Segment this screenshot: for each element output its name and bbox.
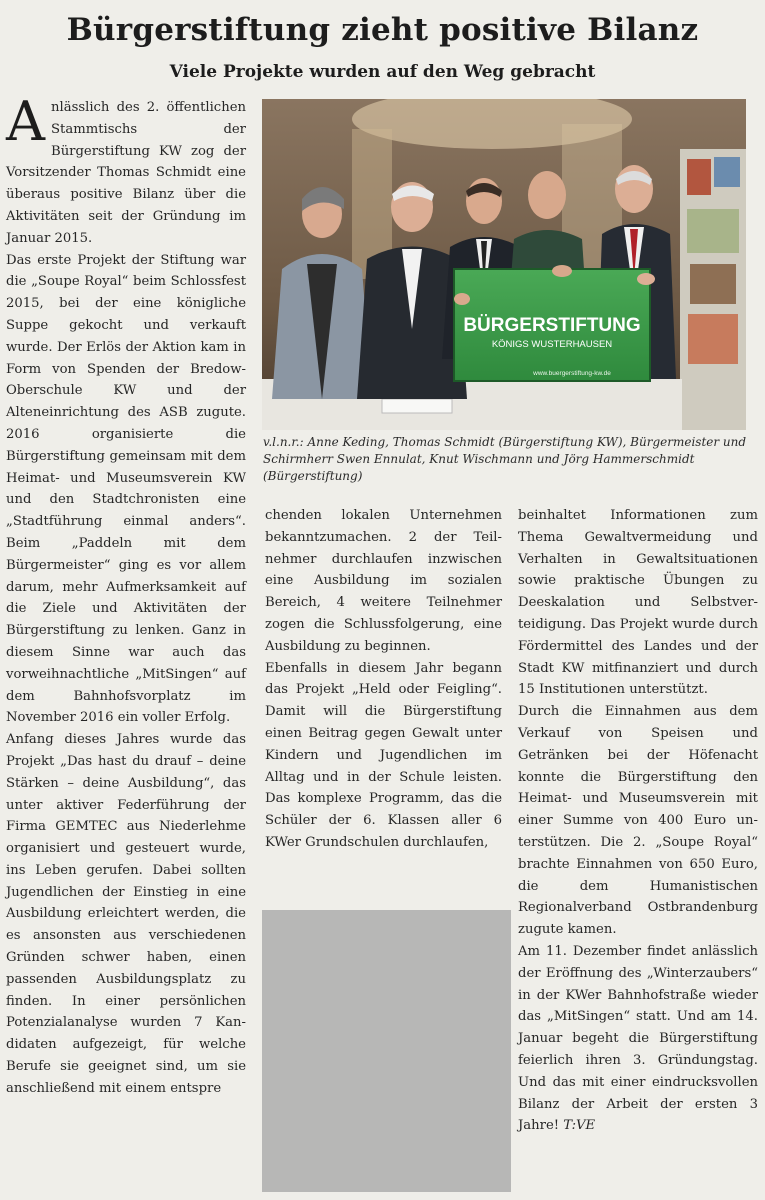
- paragraph-ausbildung: Anfang dieses Jahres wurde das Projekt „Das hast du drauf – deine Stärken – deine Ausbildung“, das unter aktiver Federführung der Firma GEMTEC aus Niederlehme organisiert und gesteuert wurde, ins Leben gerufen. Dabei sollten Jugendlichen der Einstieg in eine Ausbildung erleichtert werden, die es ansonsten aus verschiedenen Gründen schwer haben, einen passenden Ausbildungsplatz zu finden. In einer persönlichen Potenzialanalyse wurden 7 Kandidaten aufgezeigt, für welche Berufe sie geeignet sind, um sie anschließend mit einem entspre: [6, 732, 246, 1096]
- photo-caption: v.l.n.r.: Anne Keding, Thomas Schmidt (Bürgerstiftung KW), Bürgermeister und Schirmherr Swen Ennulat, Knut Wischmann und Jörg Hammerschmidt (Bürgerstiftung): [263, 435, 747, 483]
- sign-url: www.buergerstiftung-kw.de: [533, 370, 611, 377]
- paragraph-unternehmen: chenden lokalen Unternehmen bekanntzumachen. 2 der Teilnehmer durchlaufen inzwischen eine Ausbildung im sozialen Bereich, 4 weitere Teilnehmer zogen die Schlussfolgerung, eine Ausbildung zu beginnen.: [265, 508, 502, 654]
- article-photo: [262, 99, 746, 430]
- sign-subtitle: KÖNIGS WUSTERHAUSEN: [491, 339, 613, 350]
- blurred-ad-box: [262, 910, 511, 1192]
- sign-title: BÜRGERSTIFTUNG: [463, 315, 641, 336]
- paragraph-gewalt-programm: beinhaltet Informationen zum Thema Gewaltvermeidung und Verhalten in Gewaltsituationen sowie praktische Übungen zu Deeskalation und Selbstverteidigung. Das Projekt wurde durch Fördermittel des Landes und der Stadt KW mitfinanziert und durch 15 Institutionen unterstützt.: [518, 508, 758, 698]
- paragraph-intro-text: nlässlich des 2. öffentlichen Stammtischs der Bürgerstiftung KW zog der Vorsitzender Thomas Schmidt eine überaus positive Bilanz über die Aktivitäten seit der Gründung im Januar 2015.: [6, 100, 246, 246]
- article-headline: Bürgerstiftung zieht positive Bilanz: [66, 12, 699, 48]
- drop-cap: A: [6, 90, 45, 153]
- article-column-3: [518, 505, 758, 1137]
- paragraph-soupe-royal: Das erste Projekt der Stiftung war die „Soupe Royal“ beim Schlossfest 2015, bei der eine königliche Suppe gekocht und verkauft wurde. Der Erlös der Aktion kam in Form von Spenden der Bredow-Oberschule KW und der Alteneinrichtung des ASB zugute. 2016 organisierte die Bürgerstiftung gemeinsam mit dem Heimat- und Museumsverein KW und den Stadtchronisten eine „Stadtführung einmal anders“. Beim „Paddeln mit dem Bürgermeister“ ging es vor allem darum, mehr Aufmerksamkeit auf die Ziele und Aktivitäten der Bürgerstiftung zu lenken. Ganz in diesem Sinne war auch das vorweihnachtliche „MitSingen“ auf dem Bahnhofsvorplatz im November 2016 ein voller Erfolg.: [6, 252, 246, 726]
- paragraph-held-oder-feigling: Ebenfalls in diesem Jahr begann das Projekt „Held oder Feigling“. Damit will die Bürgerstiftung einen Beitrag gegen Gewalt unter Kindern und Jugendlichen im Alltag und in der Schule leisten. Das komplexe Programm, das die Schüler der 6. Klassen aller 6 KWer Grundschulen durchlaufen,: [265, 660, 502, 850]
- author-signature: T:VE: [563, 1118, 596, 1134]
- photo-illustration: [262, 99, 746, 430]
- paragraph-einnahmen: Durch die Einnahmen aus dem Verkauf von Speisen und Getränken bei der Höfenacht konnte die Bürgerstiftung den Heimat- und Museumsverein mit einer Summe von 400 Euro unterstützen. Die 2. „Soupe Royal“ brachte Einnahmen von 650 Euro, die dem Humanistischen Regionalverband Ostbrandenburg zugute kamen.: [518, 704, 758, 938]
- article-column-2: [265, 505, 502, 854]
- article-column-1: [6, 90, 246, 1100]
- paragraph-termine: [518, 941, 758, 1137]
- article-subheadline: Viele Projekte wurden auf den Weg gebracht: [169, 62, 596, 82]
- paragraph-intro: [6, 90, 246, 250]
- paragraph-termine-text: Am 11. Dezember findet anlässlich der Eröffnung des „Winterzaubers“ in der KWer Bahnhofstraße wieder das „MitSingen“ statt. Und am 14. Januar begeht die Bürgerstiftung feierlich ihren 3. Gründungstag. Und das mit einer eindrucksvollen Bilanz der Arbeit der ersten 3 Jahre!: [518, 943, 758, 1134]
